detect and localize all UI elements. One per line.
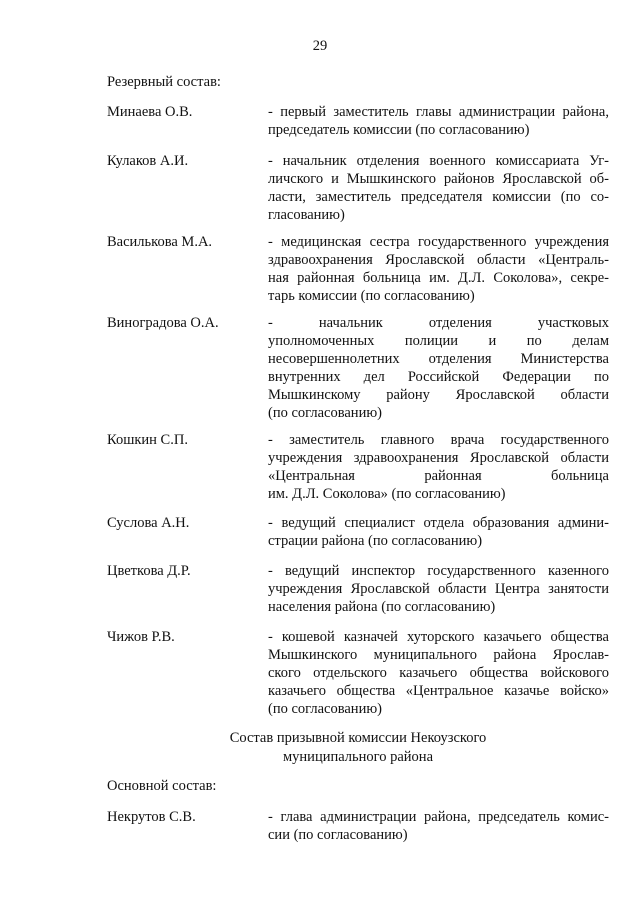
member-role: - заместитель главного врача государственного учреждения здравоохранения Ярославской области «Центральная районная больница им. Д.Л. Соколова» (по согласованию)	[268, 432, 609, 502]
member-role: - ведущий инспектор государственного казенного учреждения Ярославской области Центра занятости населения района (по согласованию)	[268, 563, 609, 615]
reserve-section-heading: Резервный состав:	[107, 74, 221, 90]
page-number: 29	[312, 38, 328, 54]
member-name: Василькова М.А.	[107, 234, 213, 250]
member-name: Кулаков А.И.	[107, 153, 189, 169]
member-role: - начальник отделения участковых уполномоченных полиции и по делам несовершеннолетних отделения Министерства внутренних дел Российской Федерации по Мышкинскому району Ярославской области (по согласованию)	[268, 315, 609, 421]
member-role: - начальник отделения военного комиссариата Уг- личского и Мышкинского районов Ярославской об- ласти, заместитель председателя комиссии (по со- гласованию)	[268, 153, 609, 223]
member-name: Суслова А.Н.	[107, 515, 190, 531]
main-section-heading: Основной состав:	[107, 778, 217, 794]
commission-title: Состав призывной комиссии Некоузского муниципального района	[229, 730, 487, 765]
member-name: Виноградова О.А.	[107, 315, 219, 331]
member-name: Цветкова Д.Р.	[107, 563, 191, 579]
member-name: Некрутов С.В.	[107, 809, 196, 825]
member-role: - ведущий специалист отдела образования админи- страции района (по согласованию)	[268, 515, 609, 549]
member-role: - кошевой казначей хуторского казачьего общества Мышкинского муниципального района Ярослав- ского отдельского казачьего общества войскового казачьего общества «Центральное казачье войско» (по согласованию)	[268, 629, 609, 717]
member-name: Минаева О.В.	[107, 104, 193, 120]
member-name: Кошкин С.П.	[107, 432, 188, 448]
member-name: Чижов Р.В.	[107, 629, 175, 645]
member-role: - медицинская сестра государственного учреждения здравоохранения Ярославской области «Централь- ная районная больница им. Д.Л. Соколова», секре- тарь комиссии (по согласованию)	[268, 234, 609, 304]
member-role: - первый заместитель главы администрации района, председатель комиссии (по согласованию)	[268, 104, 609, 138]
member-role: - глава администрации района, председатель комис- сии (по согласованию)	[268, 809, 609, 843]
